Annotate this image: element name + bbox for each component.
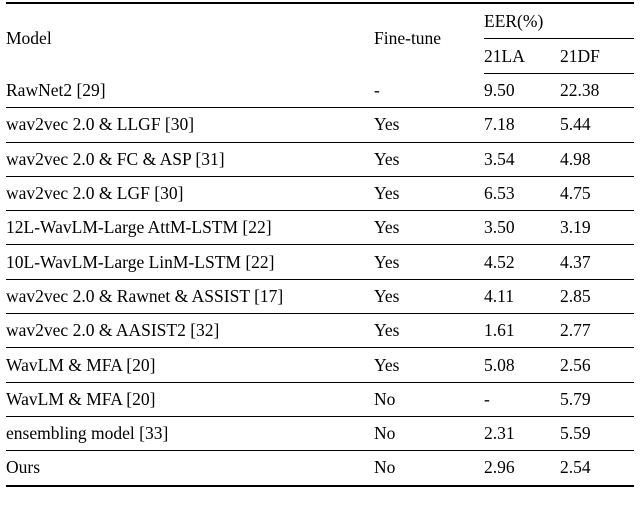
table-row bbox=[6, 142, 634, 176]
cell-fine-tune: Yes bbox=[374, 176, 484, 210]
table-row bbox=[6, 382, 634, 416]
cell-model: wav2vec 2.0 & LLGF [30] bbox=[6, 108, 374, 142]
cell-fine-tune: Yes bbox=[374, 348, 484, 382]
cell-fine-tune: No bbox=[374, 451, 484, 486]
cell-eer-21df: 22.38 bbox=[560, 74, 634, 108]
cell-eer-21la: 7.18 bbox=[484, 108, 560, 142]
cell-fine-tune: Yes bbox=[374, 314, 484, 348]
table-body bbox=[6, 74, 634, 486]
results-table-container bbox=[0, 2, 640, 508]
cell-fine-tune: No bbox=[374, 382, 484, 416]
header-model: Model bbox=[6, 3, 374, 74]
cell-eer-21la: 9.50 bbox=[484, 74, 560, 108]
results-table bbox=[6, 2, 634, 487]
cell-fine-tune: Yes bbox=[374, 245, 484, 279]
cell-eer-21df: 4.37 bbox=[560, 245, 634, 279]
cell-fine-tune: Yes bbox=[374, 108, 484, 142]
cell-eer-21la: - bbox=[484, 382, 560, 416]
cell-fine-tune: Yes bbox=[374, 142, 484, 176]
cell-model: 10L-WavLM-Large LinM-LSTM [22] bbox=[6, 245, 374, 279]
cell-eer-21la: 3.50 bbox=[484, 211, 560, 245]
cell-model: 12L-WavLM-Large AttM-LSTM [22] bbox=[6, 211, 374, 245]
table-row bbox=[6, 74, 634, 108]
cell-eer-21la: 2.96 bbox=[484, 451, 560, 486]
cell-eer-21la: 1.61 bbox=[484, 314, 560, 348]
header-eer-group: EER(%) bbox=[484, 3, 634, 39]
cell-model: wav2vec 2.0 & Rawnet & ASSIST [17] bbox=[6, 279, 374, 313]
table-row bbox=[6, 279, 634, 313]
table-row bbox=[6, 416, 634, 450]
cell-eer-21la: 4.52 bbox=[484, 245, 560, 279]
cell-model: wav2vec 2.0 & LGF [30] bbox=[6, 176, 374, 210]
cell-model: Ours bbox=[6, 451, 374, 486]
cell-model: RawNet2 [29] bbox=[6, 74, 374, 108]
cell-eer-21df: 5.44 bbox=[560, 108, 634, 142]
cell-eer-21df: 3.19 bbox=[560, 211, 634, 245]
cell-eer-21la: 5.08 bbox=[484, 348, 560, 382]
header-row-top bbox=[6, 3, 634, 39]
cell-fine-tune: Yes bbox=[374, 279, 484, 313]
cell-model: wav2vec 2.0 & FC & ASP [31] bbox=[6, 142, 374, 176]
cell-model: WavLM & MFA [20] bbox=[6, 348, 374, 382]
table-header bbox=[6, 3, 634, 74]
cell-fine-tune: Yes bbox=[374, 211, 484, 245]
cell-eer-21la: 6.53 bbox=[484, 176, 560, 210]
table-row bbox=[6, 211, 634, 245]
header-21df: 21DF bbox=[560, 39, 634, 74]
cell-eer-21df: 2.85 bbox=[560, 279, 634, 313]
cell-eer-21la: 4.11 bbox=[484, 279, 560, 313]
cell-eer-21df: 2.56 bbox=[560, 348, 634, 382]
cell-model: ensembling model [33] bbox=[6, 416, 374, 450]
header-fine-tune: Fine-tune bbox=[374, 3, 484, 74]
cell-eer-21df: 5.79 bbox=[560, 382, 634, 416]
cell-model: WavLM & MFA [20] bbox=[6, 382, 374, 416]
cell-eer-21df: 4.98 bbox=[560, 142, 634, 176]
table-row bbox=[6, 451, 634, 486]
cell-eer-21df: 2.54 bbox=[560, 451, 634, 486]
table-row bbox=[6, 348, 634, 382]
table-row bbox=[6, 314, 634, 348]
table-row bbox=[6, 245, 634, 279]
header-21la: 21LA bbox=[484, 39, 560, 74]
cell-eer-21la: 2.31 bbox=[484, 416, 560, 450]
cell-eer-21df: 5.59 bbox=[560, 416, 634, 450]
cell-fine-tune: - bbox=[374, 74, 484, 108]
cell-eer-21la: 3.54 bbox=[484, 142, 560, 176]
cell-eer-21df: 4.75 bbox=[560, 176, 634, 210]
cell-fine-tune: No bbox=[374, 416, 484, 450]
cell-model: wav2vec 2.0 & AASIST2 [32] bbox=[6, 314, 374, 348]
table-row bbox=[6, 108, 634, 142]
cell-eer-21df: 2.77 bbox=[560, 314, 634, 348]
table-row bbox=[6, 176, 634, 210]
